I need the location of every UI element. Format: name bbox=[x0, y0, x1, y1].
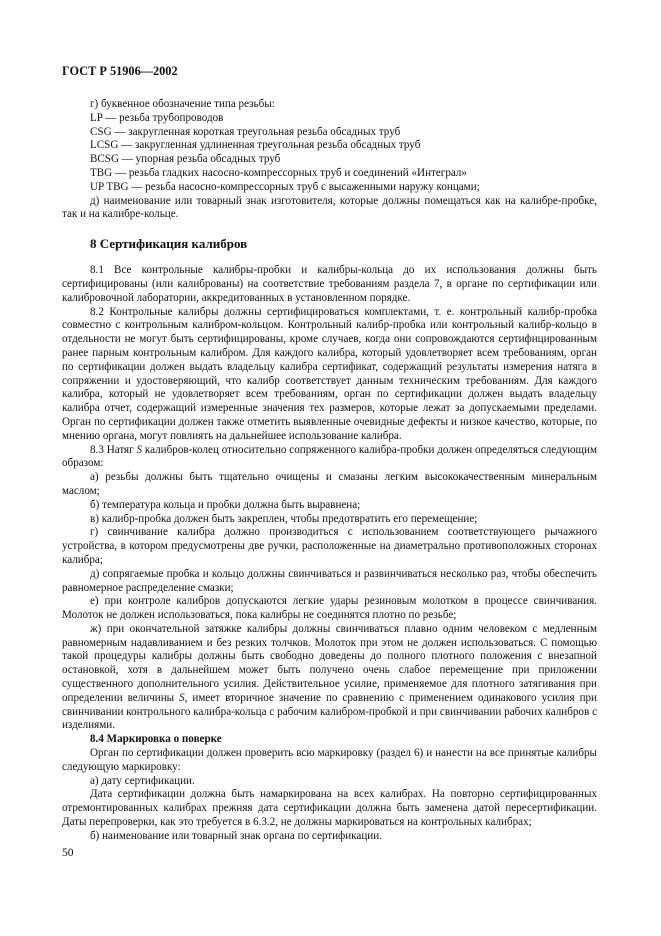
page-header: ГОСТ Р 51906—2002 bbox=[62, 64, 178, 78]
paragraph-8-2: 8.2 Контрольные калибры должны сертифицироваться комплектами, т. е. контрольный калибр-пробка совместно с контрольным калибром-кольцом. Контрольный калибр-пробка или контрольный калибр-кольцо в отдельности не могут быть сертифицированы, кроме случаев, когда они сопровождаются сертифицированным ранее парным контрольным калибром. Для каждого калибра, который удовлетворяет всем требованиям, орган по сертификации должен выдать владельцу калибра сертификат, содержащий результаты измерения натяга в сопряжении и удостоверяющий, что калибр соответствует данным техническим требованиям. Для каждого калибра, который не удовлетворяет всем требованиям, орган по сертификации должен выдать владельцу калибра отчет, содержащий измеренные значения тех размеров, которые лежат за допускаемыми пределами. Орган по сертификации должен также отметить выявленные очевидные дефекты и низкое качество, которые, по мнению органа, могут повлиять на дальнейшее использование калибра. bbox=[62, 305, 597, 442]
p83-suffix: калибров-колец относительно сопряженного калибра-пробки должен определяться следующим образом: bbox=[62, 443, 597, 470]
paragraph-8-3 bbox=[62, 444, 597, 472]
list-item: TBG — резьба гладких насосно-компрессорных труб и соединений «Интеграл» bbox=[90, 166, 467, 179]
list-item: LCSG — закругленная удлиненная треугольная резьба обсадных труб bbox=[90, 139, 421, 152]
list-item: б) температура кольца и пробки должна быть выравнена; bbox=[90, 498, 361, 511]
zh-prefix: ж) при окончательной затяжке калибры должны свинчиваться плавно одним человеком с медленным равномерным надавливанием и без резких толчков. Молоток при этом не должен использоваться. С помощью такой процедуры калибры должны быть свободно доведены до полного плотного положения с внезапной остановкой, хотя в дальнейшем может быть получено очень слабое перемещение при приложении существенного дополнительного усилия. Действительное усилие, применяемое для плотного затягивания при определении величины bbox=[62, 622, 597, 704]
list-item: д) наименование или товарный знак изготовителя, которые должны помещаться как на калибре-пробке, так и на калибре-кольце. bbox=[62, 194, 597, 221]
list-item: б) наименование или товарный знак органа по сертификации. bbox=[90, 829, 382, 842]
p83-prefix: 8.3 Натяг bbox=[90, 443, 137, 456]
subsection-title: 8.4 Маркировка о поверке bbox=[90, 733, 222, 746]
section-title: 8 Сертификация калибров bbox=[90, 236, 248, 252]
list-item: UP TBG — резьба насосно-компрессорных труб с высаженными наружу концами; bbox=[90, 180, 480, 193]
page-body bbox=[62, 98, 597, 844]
list-item: а) резьбы должны быть тщательно очищены и смазаны легким высококачественным минеральным маслом; bbox=[62, 471, 597, 497]
list-item: BCSG — упорная резьба обсадных труб bbox=[90, 153, 281, 166]
list-item: LP — резьба трубопроводов bbox=[90, 111, 224, 124]
list-item-zh bbox=[62, 623, 597, 733]
p83-variable: S bbox=[136, 443, 143, 456]
zh-suffix: , имеет вторичное значение по сравнению с применением одинакового усилия при свинчивании контрольного калибра-кольца с рабочим калибром-пробкой и при свинчивании рабочих калибров с изделиями. bbox=[62, 691, 597, 732]
zh-variable: S bbox=[179, 691, 185, 704]
list-item: CSG — закругленная короткая треугольная резьба обсадных труб bbox=[90, 125, 401, 138]
page-number: 50 bbox=[62, 847, 74, 859]
list-item: е) при контроле калибров допускаются легкие удары резиновым молотком в процессе свинчивания. Молоток не должен использоваться, пока калибры не соединятся плотно по резьбе; bbox=[62, 595, 597, 622]
paragraph: Дата сертификации должна быть намаркирована на всех калибрах. На повторно сертифицированных отремонтированных калибрах прежняя дата сертификации должна быть заменена датой пересертификации. Даты перепроверки, как это требуется в 6.3.2, не должны маркироваться на контрольных калибрах; bbox=[62, 788, 597, 829]
paragraph-8-1: 8.1 Все контрольные калибры-пробки и калибры-кольца до их использования должны быть сертифицированы (или калиброваны) на соответствие требованиям раздела 7, в органе по сертификации или калибровочной лаборатории, аккредитованных в установленном порядке. bbox=[62, 264, 597, 304]
paragraph-8-4-intro: Орган по сертификации должен проверить всю маркировку (раздел 6) и нанести на все принятые калибры следующую маркировку: bbox=[62, 747, 597, 773]
list-item: г) буквенное обозначение типа резьбы: bbox=[90, 98, 275, 110]
list-item: д) сопрягаемые пробка и кольцо должны свинчиваться и развинчиваться несколько раз, чтобы обеспечить равномерное распределение смазки; bbox=[62, 567, 597, 594]
list-item: а) дату сертификации. bbox=[90, 774, 195, 787]
list-item: в) калибр-пробка должен быть закреплен, чтобы предотвратить его перемещение; bbox=[90, 512, 478, 525]
list-item: г) свинчивание калибра должно производиться с использованием соответствующего рычажного устройства, в котором предусмотрены две ручки, расположенные на диаметрально противоположных сторонах калибра; bbox=[62, 526, 597, 566]
